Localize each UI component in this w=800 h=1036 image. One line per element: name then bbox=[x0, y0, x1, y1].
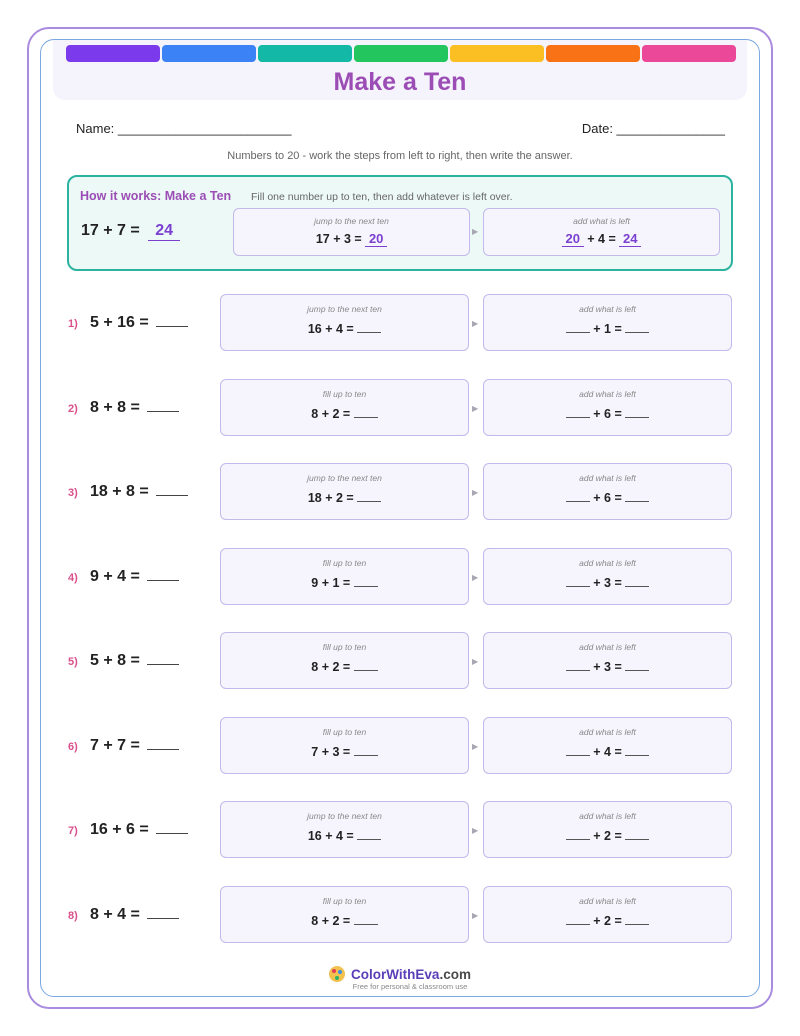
step2-equation bbox=[484, 745, 731, 759]
step2-label: add what is left bbox=[579, 473, 636, 483]
step1-equation bbox=[221, 660, 468, 674]
step1-equation bbox=[221, 914, 468, 928]
problem-number: 5) bbox=[68, 656, 78, 668]
rainbow-segment bbox=[162, 45, 256, 62]
step1-text: 16 + 4 = bbox=[307, 322, 354, 336]
problem-number: 3) bbox=[68, 487, 78, 499]
step1-answer-blank[interactable] bbox=[354, 408, 378, 418]
arrow-right-icon: ▶ bbox=[472, 826, 479, 835]
footer-logo bbox=[0, 966, 800, 982]
example-step2-first: 20 bbox=[562, 231, 584, 247]
step1-equation bbox=[221, 322, 468, 336]
arrow-right-icon: ▶ bbox=[472, 573, 479, 582]
problem-answer-blank[interactable] bbox=[147, 569, 179, 581]
name-field[interactable]: Name: ________________________ bbox=[76, 121, 292, 136]
rainbow-segment bbox=[258, 45, 352, 62]
arrow-right-icon: ▶ bbox=[472, 227, 479, 236]
problem-question bbox=[90, 568, 179, 586]
problem-answer-blank[interactable] bbox=[156, 822, 188, 834]
problem-question bbox=[90, 399, 179, 417]
step1-text: 16 + 4 = bbox=[307, 829, 354, 843]
step2-answer-blank[interactable] bbox=[625, 492, 649, 502]
step1-box bbox=[220, 294, 469, 351]
step2-answer-blank[interactable] bbox=[625, 915, 649, 925]
step1-answer-blank[interactable] bbox=[357, 830, 381, 840]
step1-label: fill up to ten bbox=[322, 727, 367, 737]
problem-number: 2) bbox=[68, 403, 78, 415]
example-step1-label: jump to the next ten bbox=[314, 216, 389, 226]
step1-label: jump to the next ten bbox=[307, 304, 382, 314]
step1-box bbox=[220, 463, 469, 520]
step1-label: fill up to ten bbox=[322, 558, 367, 568]
step1-answer-blank[interactable] bbox=[357, 323, 381, 333]
step2-answer-blank[interactable] bbox=[625, 746, 649, 756]
step2-text: + 1 = bbox=[593, 322, 622, 336]
problem-text: 7 + 7 = bbox=[90, 737, 140, 754]
instructions: Numbers to 20 - work the steps from left to right, then write the answer. bbox=[227, 150, 573, 162]
step1-label: fill up to ten bbox=[322, 642, 367, 652]
step2-first-blank[interactable] bbox=[566, 915, 590, 925]
problem-answer-blank[interactable] bbox=[147, 653, 179, 665]
step1-equation bbox=[221, 829, 468, 843]
step1-text: 8 + 2 = bbox=[311, 914, 351, 928]
example-step1-text: 17 + 3 = bbox=[315, 232, 362, 246]
step2-label: add what is left bbox=[579, 727, 636, 737]
step1-answer-blank[interactable] bbox=[354, 915, 378, 925]
problem-text: 8 + 4 = bbox=[90, 906, 140, 923]
step2-equation bbox=[484, 491, 731, 505]
problem-text: 8 + 8 = bbox=[90, 399, 140, 416]
step2-first-blank[interactable] bbox=[566, 492, 590, 502]
step1-text: 7 + 3 = bbox=[311, 745, 351, 759]
step1-box bbox=[220, 632, 469, 689]
problem-question bbox=[90, 821, 188, 839]
problem-text: 5 + 16 = bbox=[90, 314, 149, 331]
footer bbox=[0, 966, 800, 991]
step2-answer-blank[interactable] bbox=[625, 577, 649, 587]
footer-brand: ColorWithEva bbox=[351, 967, 440, 982]
step2-first-blank[interactable] bbox=[566, 661, 590, 671]
example-problem bbox=[81, 222, 180, 241]
example-step2-text: + 4 = bbox=[587, 232, 616, 246]
problem-text: 9 + 4 = bbox=[90, 568, 140, 585]
example-step1-box bbox=[233, 208, 470, 256]
problem-number: 1) bbox=[68, 318, 78, 330]
step1-box bbox=[220, 717, 469, 774]
problem-answer-blank[interactable] bbox=[147, 400, 179, 412]
step2-equation bbox=[484, 660, 731, 674]
step2-box bbox=[483, 801, 732, 858]
step2-first-blank[interactable] bbox=[566, 577, 590, 587]
palette-icon bbox=[329, 966, 345, 982]
step2-box bbox=[483, 294, 732, 351]
step2-equation bbox=[484, 322, 731, 336]
step2-text: + 6 = bbox=[593, 491, 622, 505]
arrow-right-icon: ▶ bbox=[472, 911, 479, 920]
step2-text: + 2 = bbox=[593, 914, 622, 928]
problem-text: 5 + 8 = bbox=[90, 652, 140, 669]
step2-first-blank[interactable] bbox=[566, 408, 590, 418]
arrow-right-icon: ▶ bbox=[472, 404, 479, 413]
step2-box bbox=[483, 548, 732, 605]
step2-box bbox=[483, 463, 732, 520]
step1-label: fill up to ten bbox=[322, 389, 367, 399]
step1-equation bbox=[221, 745, 468, 759]
step2-box bbox=[483, 632, 732, 689]
step1-answer-blank[interactable] bbox=[354, 661, 378, 671]
step2-box bbox=[483, 379, 732, 436]
step2-label: add what is left bbox=[579, 389, 636, 399]
step1-box bbox=[220, 379, 469, 436]
step2-answer-blank[interactable] bbox=[625, 408, 649, 418]
problem-answer-blank[interactable] bbox=[156, 315, 188, 327]
arrow-right-icon: ▶ bbox=[472, 319, 479, 328]
footer-tld: .com bbox=[439, 967, 471, 982]
problem-number: 7) bbox=[68, 825, 78, 837]
step2-box bbox=[483, 886, 732, 943]
problem-answer-blank[interactable] bbox=[147, 907, 179, 919]
step1-label: fill up to ten bbox=[322, 896, 367, 906]
step2-first-blank[interactable] bbox=[566, 746, 590, 756]
page-title: Make a Ten bbox=[333, 68, 467, 96]
step1-equation bbox=[221, 576, 468, 590]
step2-equation bbox=[484, 914, 731, 928]
footer-tagline: Free for personal & classroom use bbox=[352, 982, 468, 991]
problem-text: 18 + 8 = bbox=[90, 483, 149, 500]
example-title: How it works: Make a Ten bbox=[80, 189, 232, 203]
problem-question bbox=[90, 483, 188, 501]
problem-question bbox=[90, 737, 179, 755]
example-description: Fill one number up to ten, then add whatever is left over. bbox=[251, 191, 513, 203]
problem-answer-blank[interactable] bbox=[156, 484, 188, 496]
problem-question bbox=[90, 314, 188, 332]
problem-number: 6) bbox=[68, 741, 78, 753]
step1-equation bbox=[221, 407, 468, 421]
step1-box bbox=[220, 886, 469, 943]
step1-label: jump to the next ten bbox=[307, 473, 382, 483]
example-step2-answer: 24 bbox=[619, 231, 641, 247]
problem-question bbox=[90, 906, 179, 924]
step1-text: 18 + 2 = bbox=[307, 491, 354, 505]
example-answer: 24 bbox=[148, 222, 180, 241]
step2-label: add what is left bbox=[579, 304, 636, 314]
step1-answer-blank[interactable] bbox=[357, 492, 381, 502]
step2-first-blank[interactable] bbox=[566, 323, 590, 333]
step2-label: add what is left bbox=[579, 642, 636, 652]
step2-label: add what is left bbox=[579, 896, 636, 906]
problem-question bbox=[90, 652, 179, 670]
step1-text: 9 + 1 = bbox=[311, 576, 351, 590]
step2-answer-blank[interactable] bbox=[625, 661, 649, 671]
problem-text: 16 + 6 = bbox=[90, 821, 149, 838]
step1-text: 8 + 2 = bbox=[311, 407, 351, 421]
step1-equation bbox=[221, 491, 468, 505]
step1-text: 8 + 2 = bbox=[311, 660, 351, 674]
rainbow-segment bbox=[546, 45, 640, 62]
rainbow-bar bbox=[66, 45, 736, 62]
step2-text: + 3 = bbox=[593, 576, 622, 590]
example-problem-text: 17 + 7 = bbox=[81, 222, 140, 239]
rainbow-segment bbox=[354, 45, 448, 62]
example-step1-equation bbox=[234, 231, 469, 247]
example-step2-box bbox=[483, 208, 720, 256]
arrow-right-icon: ▶ bbox=[472, 488, 479, 497]
rainbow-segment bbox=[450, 45, 544, 62]
rainbow-segment bbox=[66, 45, 160, 62]
arrow-right-icon: ▶ bbox=[472, 742, 479, 751]
example-step1-answer: 20 bbox=[365, 231, 387, 247]
problem-answer-blank[interactable] bbox=[147, 738, 179, 750]
step1-answer-blank[interactable] bbox=[354, 577, 378, 587]
step2-equation bbox=[484, 576, 731, 590]
step1-answer-blank[interactable] bbox=[354, 746, 378, 756]
step2-equation bbox=[484, 829, 731, 843]
step2-label: add what is left bbox=[579, 558, 636, 568]
step2-text: + 6 = bbox=[593, 407, 622, 421]
step1-label: jump to the next ten bbox=[307, 811, 382, 821]
step2-box bbox=[483, 717, 732, 774]
step1-box bbox=[220, 801, 469, 858]
date-field[interactable]: Date: _______________ bbox=[581, 121, 725, 136]
rainbow-segment bbox=[642, 45, 736, 62]
step2-text: + 3 = bbox=[593, 660, 622, 674]
step2-text: + 2 = bbox=[593, 829, 622, 843]
step2-equation bbox=[484, 407, 731, 421]
step2-first-blank[interactable] bbox=[566, 830, 590, 840]
problem-number: 8) bbox=[68, 910, 78, 922]
step2-label: add what is left bbox=[579, 811, 636, 821]
step2-answer-blank[interactable] bbox=[625, 830, 649, 840]
step1-box bbox=[220, 548, 469, 605]
arrow-right-icon: ▶ bbox=[472, 657, 479, 666]
problem-number: 4) bbox=[68, 572, 78, 584]
example-step2-equation bbox=[484, 231, 719, 247]
step2-text: + 4 = bbox=[593, 745, 622, 759]
step2-answer-blank[interactable] bbox=[625, 323, 649, 333]
example-step2-label: add what is left bbox=[573, 216, 630, 226]
